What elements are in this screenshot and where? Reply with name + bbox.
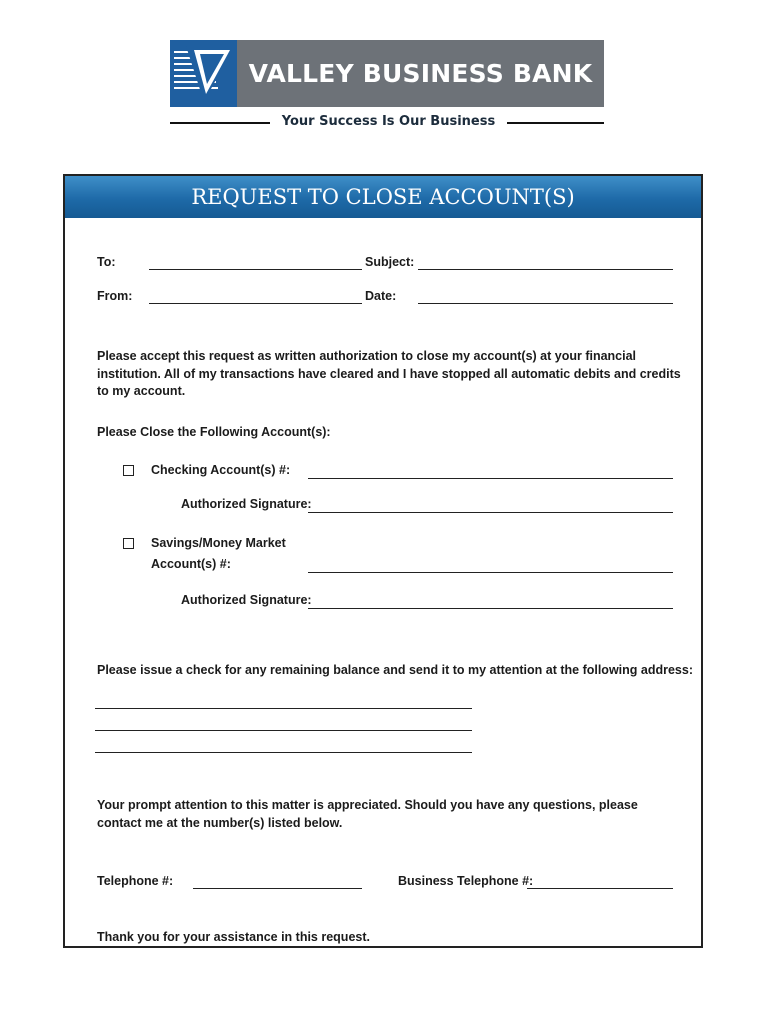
thanks-text: Thank you for your assistance in this request.: [97, 930, 370, 944]
savings-label-line2: Account(s) #:: [151, 557, 231, 571]
check-request-text: Please issue a check for any remaining balance and send it to my attention at the following address:: [97, 663, 693, 677]
checking-signature-field[interactable]: [308, 512, 673, 513]
tagline-rule-left: [170, 122, 270, 124]
date-label: Date:: [365, 289, 397, 303]
checking-label: Checking Account(s) #:: [151, 463, 291, 477]
address-line-1[interactable]: [95, 708, 472, 709]
close-account-form: [63, 174, 703, 948]
closing-paragraph: Your prompt attention to this matter is appreciated. Should you have any questions, please contact me at the number(s) listed below.: [97, 798, 638, 830]
tagline-text: Your Success Is Our Business: [281, 114, 496, 129]
from-field[interactable]: [149, 303, 362, 304]
bank-name: VALLEY BUSINESS BANK: [237, 40, 604, 107]
bank-logo: [170, 40, 604, 107]
savings-signature-field[interactable]: [308, 608, 673, 609]
form-title: REQUEST TO CLOSE ACCOUNT(S): [65, 176, 701, 218]
savings-label-line1: Savings/Money Market: [151, 536, 286, 550]
to-label: To:: [97, 255, 116, 269]
checking-signature-label: Authorized Signature:: [181, 497, 312, 511]
subject-label: Subject:: [365, 255, 415, 269]
telephone-field[interactable]: [193, 888, 362, 889]
business-telephone-label: Business Telephone #:: [398, 874, 534, 888]
close-accounts-heading: Please Close the Following Account(s):: [97, 425, 331, 439]
tagline: [170, 113, 604, 131]
tagline-rule-right: [507, 122, 604, 124]
savings-account-field[interactable]: [308, 572, 673, 573]
savings-checkbox[interactable]: [123, 538, 134, 549]
from-label: From:: [97, 289, 133, 303]
subject-field[interactable]: [418, 269, 673, 270]
checking-account-field[interactable]: [308, 478, 673, 479]
telephone-label: Telephone #:: [97, 874, 174, 888]
business-telephone-field[interactable]: [527, 888, 673, 889]
bank-emblem-icon: [170, 40, 237, 107]
intro-paragraph: Please accept this request as written authorization to close my account(s) at your financial institution. All of my transactions have cleared and I have stopped all automatic debits and credits to my account.: [97, 349, 681, 398]
date-field[interactable]: [418, 303, 673, 304]
savings-signature-label: Authorized Signature:: [181, 593, 312, 607]
to-field[interactable]: [149, 269, 362, 270]
address-line-3[interactable]: [95, 752, 472, 753]
address-line-2[interactable]: [95, 730, 472, 731]
checking-checkbox[interactable]: [123, 465, 134, 476]
